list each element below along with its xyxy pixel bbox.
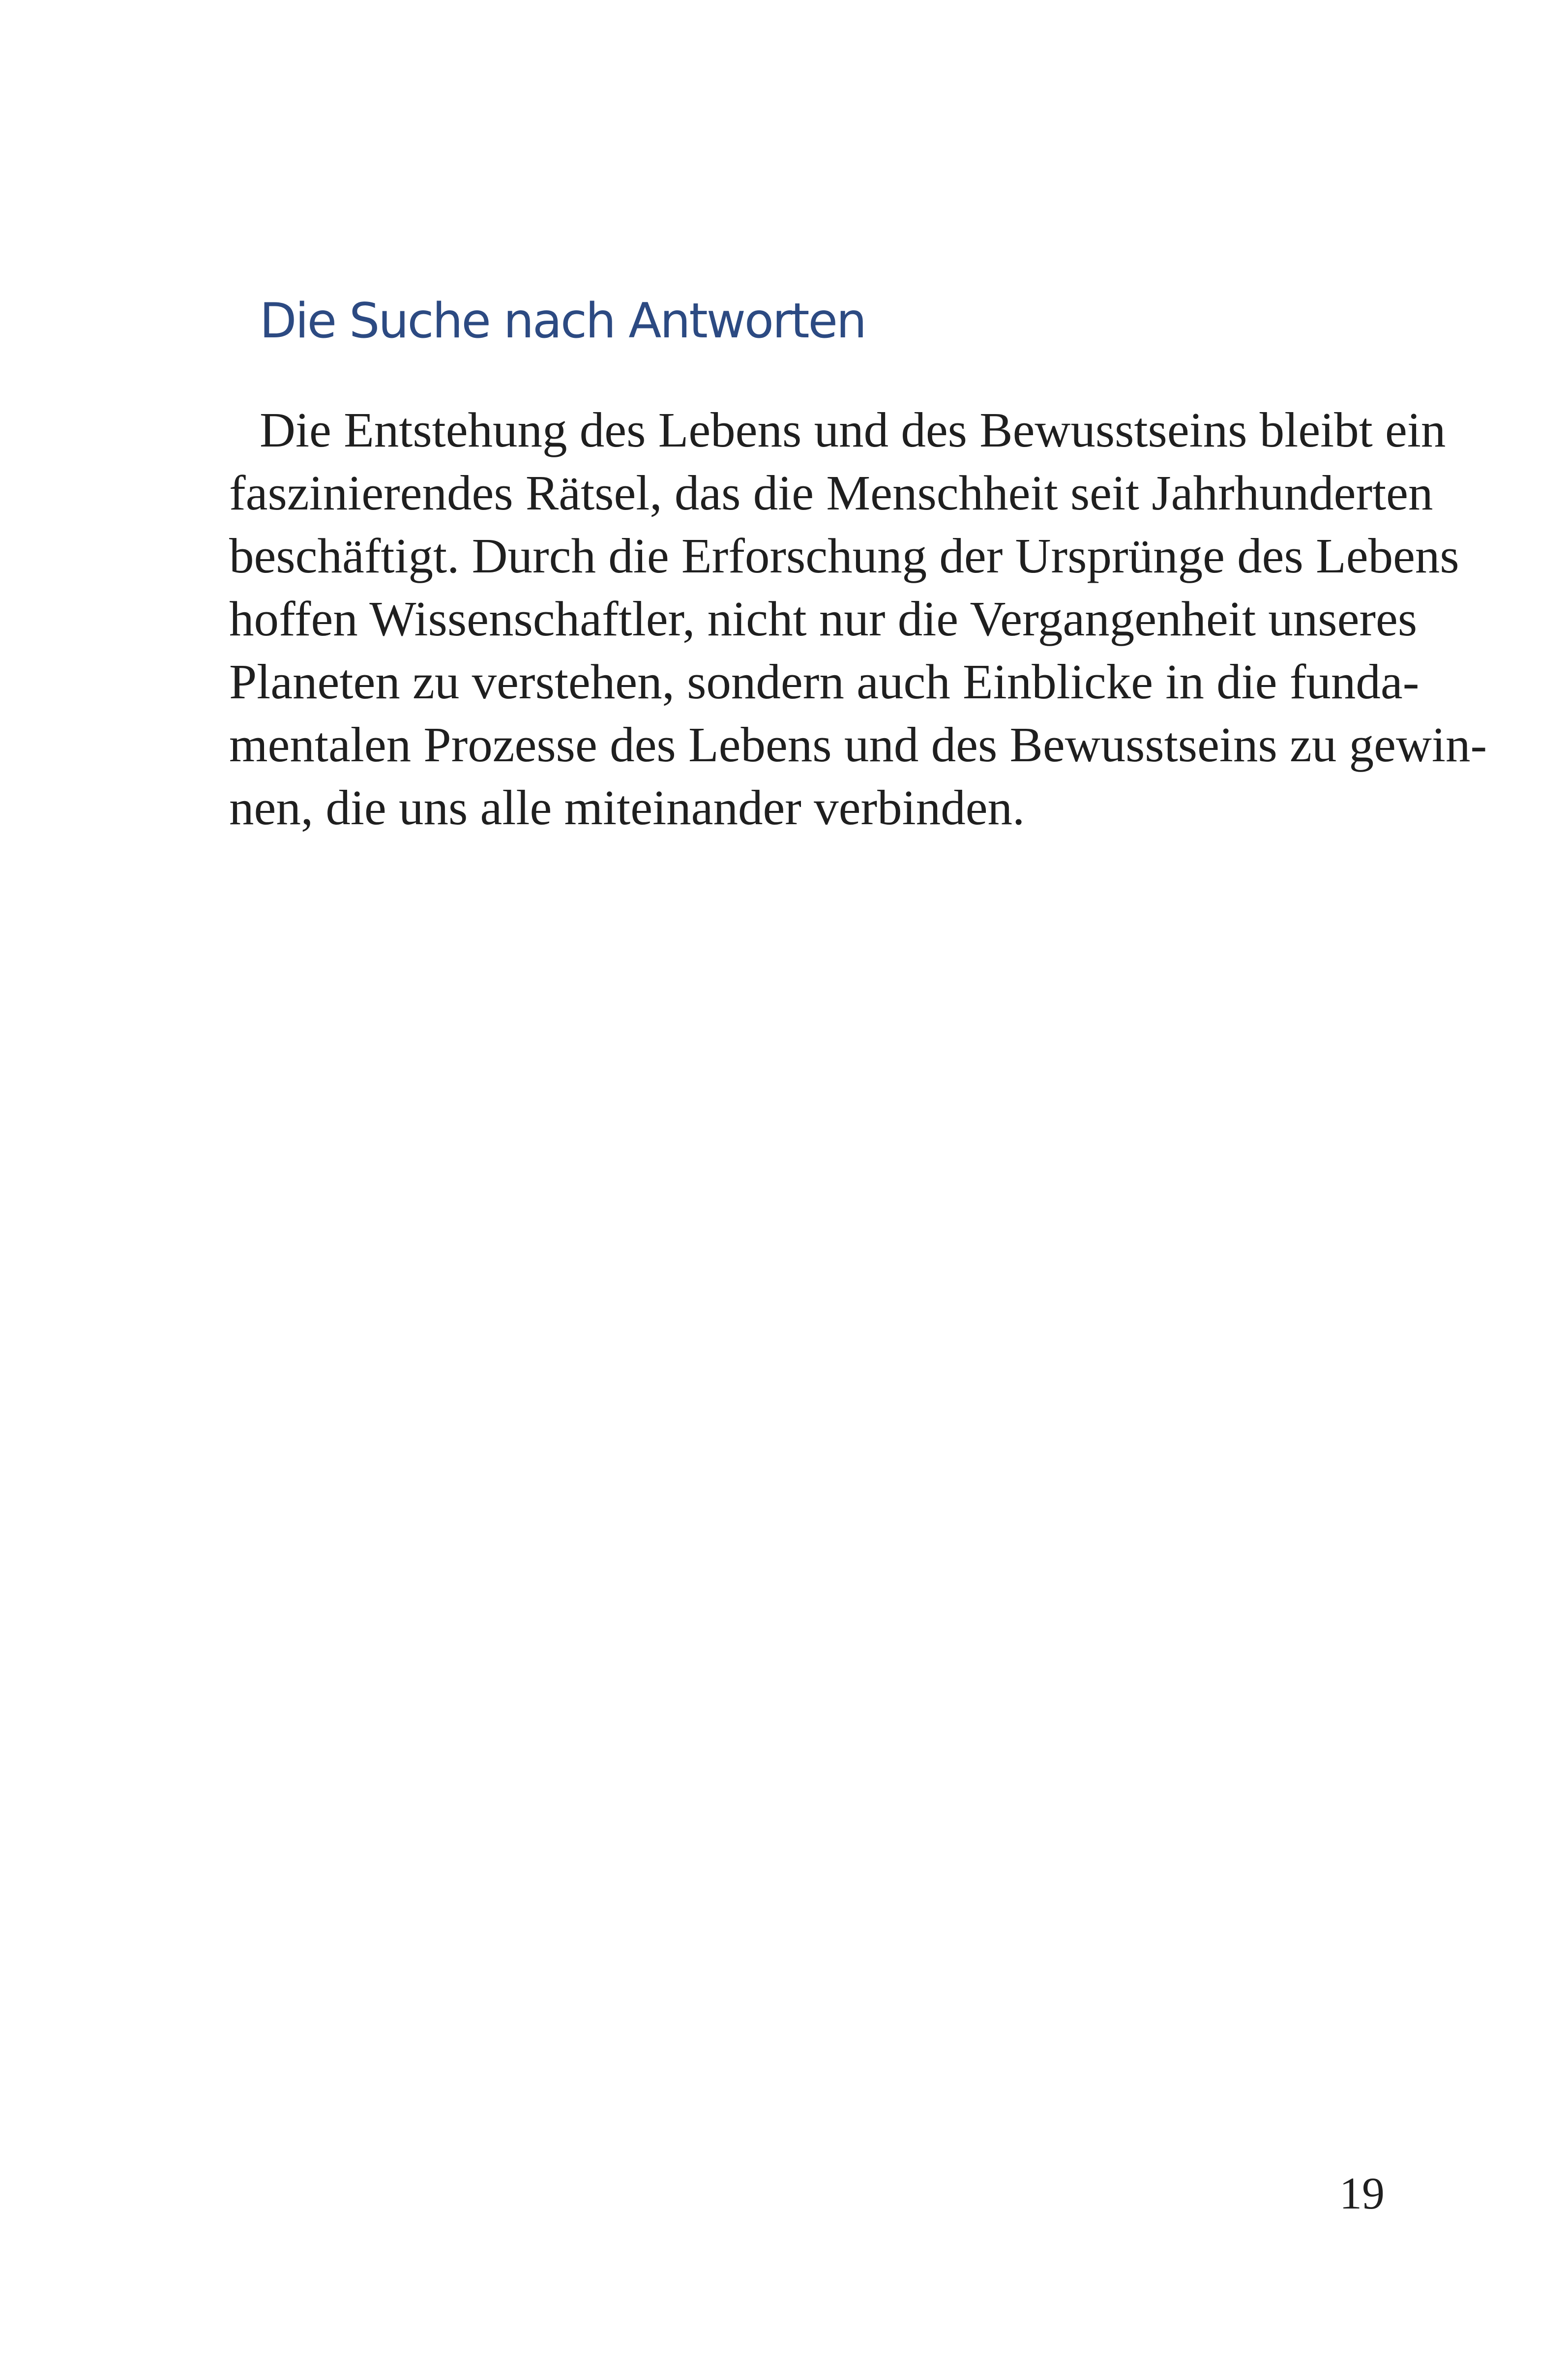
paragraph-line-4: hoffen Wissenschaftler, nicht nur die Vergangenheit unseres bbox=[229, 591, 1418, 646]
paragraph-line-3: beschäftigt. Durch die Erforschung der Ursprünge des Lebens bbox=[229, 528, 1459, 583]
paragraph-line-2: faszinierendes Rätsel, das die Menschheit seit Jahrhunderten bbox=[229, 465, 1433, 520]
page-number: 19 bbox=[1339, 2168, 1385, 2218]
paragraph-line-7: nen, die uns alle miteinander verbinden. bbox=[229, 780, 1025, 835]
body-paragraph bbox=[229, 398, 1487, 839]
section-heading: Die Suche nach Antworten bbox=[260, 293, 866, 349]
paragraph-line-5: Planeten zu verstehen, sondern auch Einblicke in die funda- bbox=[229, 654, 1420, 709]
paragraph-line-1: Die Entstehung des Lebens und des Bewusstseins bleibt ein bbox=[260, 402, 1446, 457]
paragraph-line-6: mentalen Prozesse des Lebens und des Bewusstseins zu gewin- bbox=[229, 717, 1487, 772]
